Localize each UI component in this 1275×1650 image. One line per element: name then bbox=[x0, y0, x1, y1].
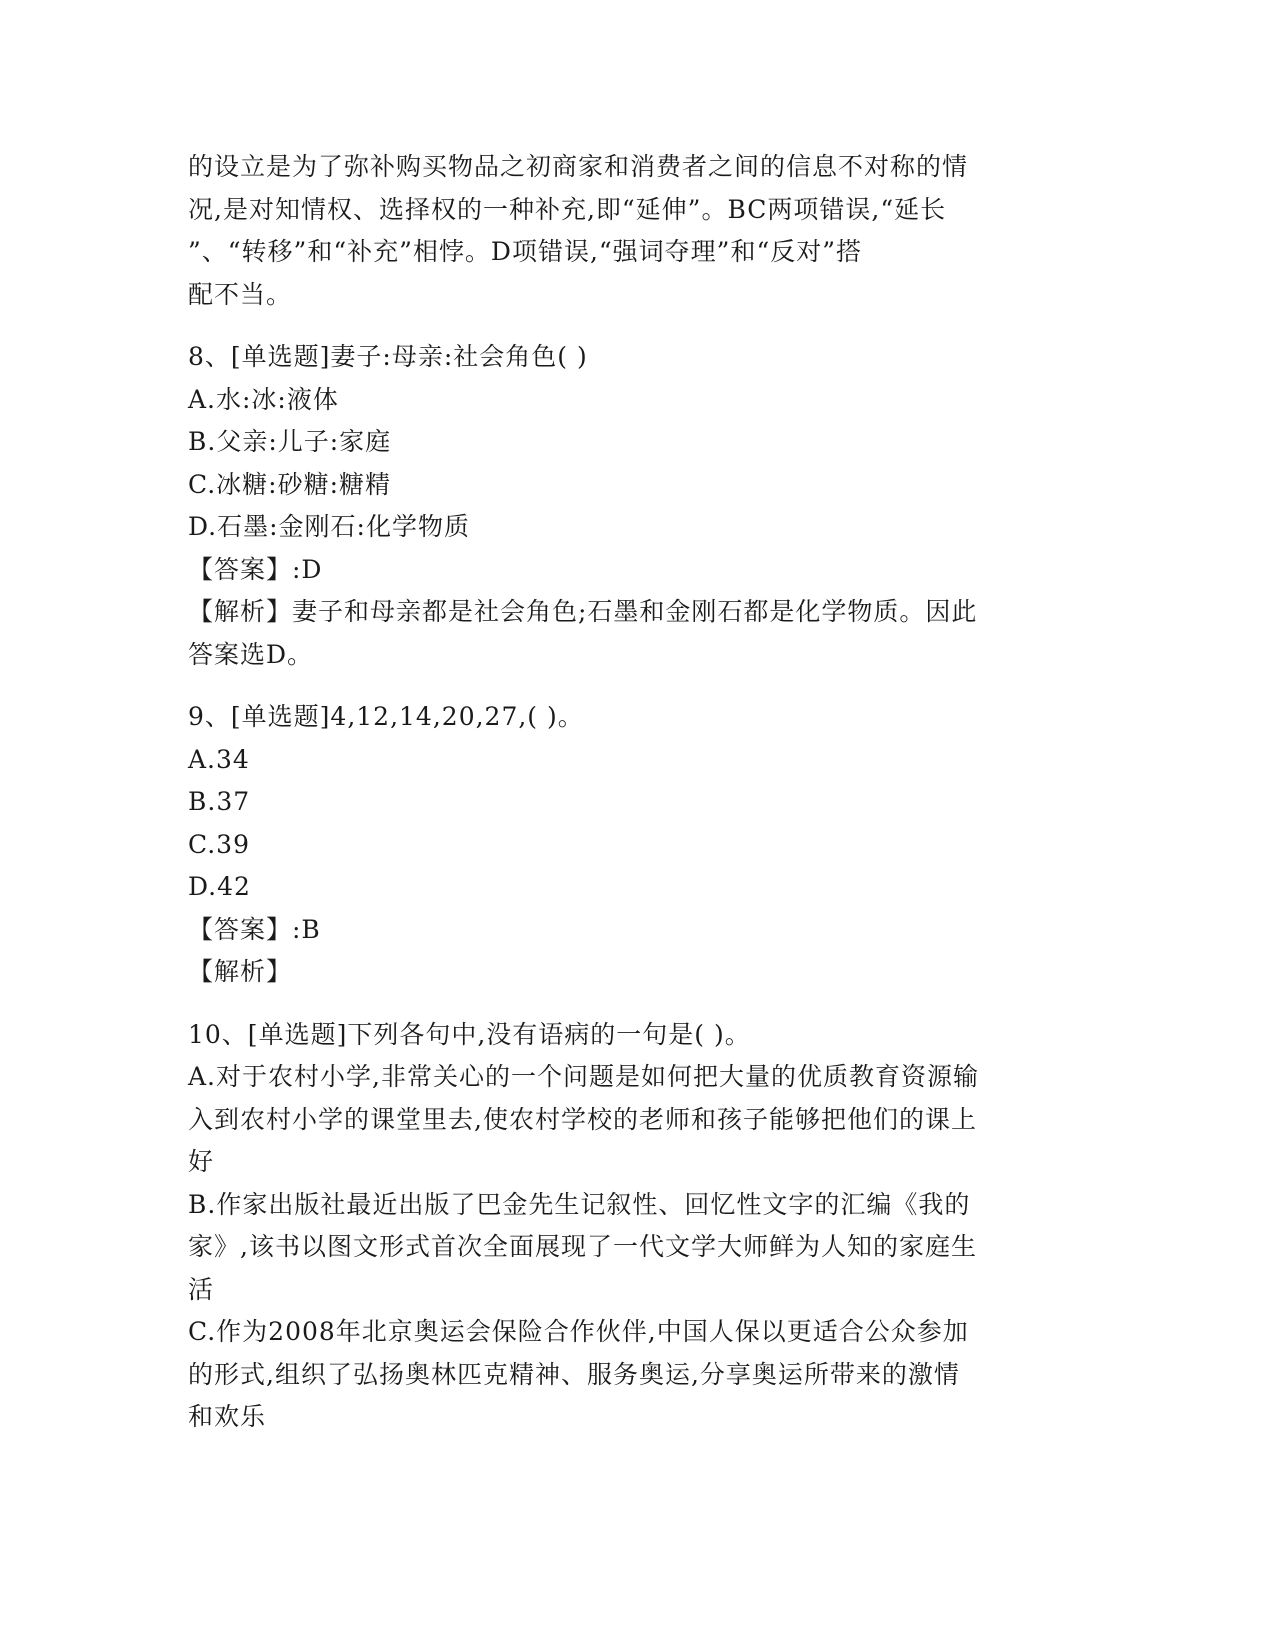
option-b: B.37 bbox=[188, 787, 251, 816]
option-line: 好 bbox=[188, 1147, 215, 1176]
analysis-line: 【解析】妻子和母亲都是社会角色;石墨和金刚石都是化学物质。因此 bbox=[188, 597, 978, 626]
question-stem: 9、[单选题]4,12,14,20,27,( )。 bbox=[188, 702, 584, 731]
question-10 bbox=[188, 1014, 1088, 1439]
option-d: D.石墨:金刚石:化学物质 bbox=[188, 512, 470, 541]
option-line: 入到农村小学的课堂里去,使农村学校的老师和孩子能够把他们的课上 bbox=[188, 1104, 977, 1134]
analysis-line: 【解析】 bbox=[188, 957, 293, 986]
question-stem: 8、[单选题]妻子:母亲:社会角色( ) bbox=[188, 342, 588, 371]
option-line: B.作家出版社最近出版了巴金先生记叙性、回忆性文字的汇编《我的 bbox=[188, 1189, 971, 1219]
text-line: ”、“转移”和“补充”相悖。D项错误,“强词夺理”和“反对”搭 bbox=[188, 237, 863, 266]
option-c: C.冰糖:砂糖:糖精 bbox=[188, 469, 392, 499]
answer: 【答案】:B bbox=[188, 914, 321, 944]
document-page bbox=[188, 146, 1088, 1439]
analysis-line: 答案选D。 bbox=[188, 639, 314, 669]
text-line: 配不当。 bbox=[188, 279, 293, 309]
previous-analysis-continued bbox=[188, 146, 1088, 316]
option-line: 的形式,组织了弘扬奥林匹克精神、服务奥运,分享奥运所带来的激情 bbox=[188, 1359, 960, 1389]
answer: 【答案】:D bbox=[188, 554, 323, 584]
option-d: D.42 bbox=[188, 872, 251, 901]
question-8 bbox=[188, 336, 1088, 676]
question-9 bbox=[188, 696, 1088, 994]
option-c: C.39 bbox=[188, 829, 250, 859]
question-stem: 10、[单选题]下列各句中,没有语病的一句是( )。 bbox=[188, 1019, 751, 1049]
option-line: C.作为2008年北京奥运会保险合作伙伴,中国人保以更适合公众参加 bbox=[188, 1317, 969, 1346]
option-a: A.34 bbox=[188, 744, 250, 774]
text-line: 的设立是为了弥补购买物品之初商家和消费者之间的信息不对称的情 bbox=[188, 152, 969, 181]
option-line: 家》,该书以图文形式首次全面展现了一代文学大师鲜为人知的家庭生 bbox=[188, 1232, 977, 1261]
option-b: B.父亲:儿子:家庭 bbox=[188, 427, 392, 456]
option-line: 活 bbox=[188, 1274, 215, 1304]
text-line: 况,是对知情权、选择权的一种补充,即“延伸”。BC两项错误,“延长 bbox=[188, 194, 947, 224]
option-line: A.对于农村小学,非常关心的一个问题是如何把大量的优质教育资源输 bbox=[188, 1062, 979, 1091]
option-a: A.水:冰:液体 bbox=[188, 384, 339, 414]
option-line: 和欢乐 bbox=[188, 1402, 267, 1431]
